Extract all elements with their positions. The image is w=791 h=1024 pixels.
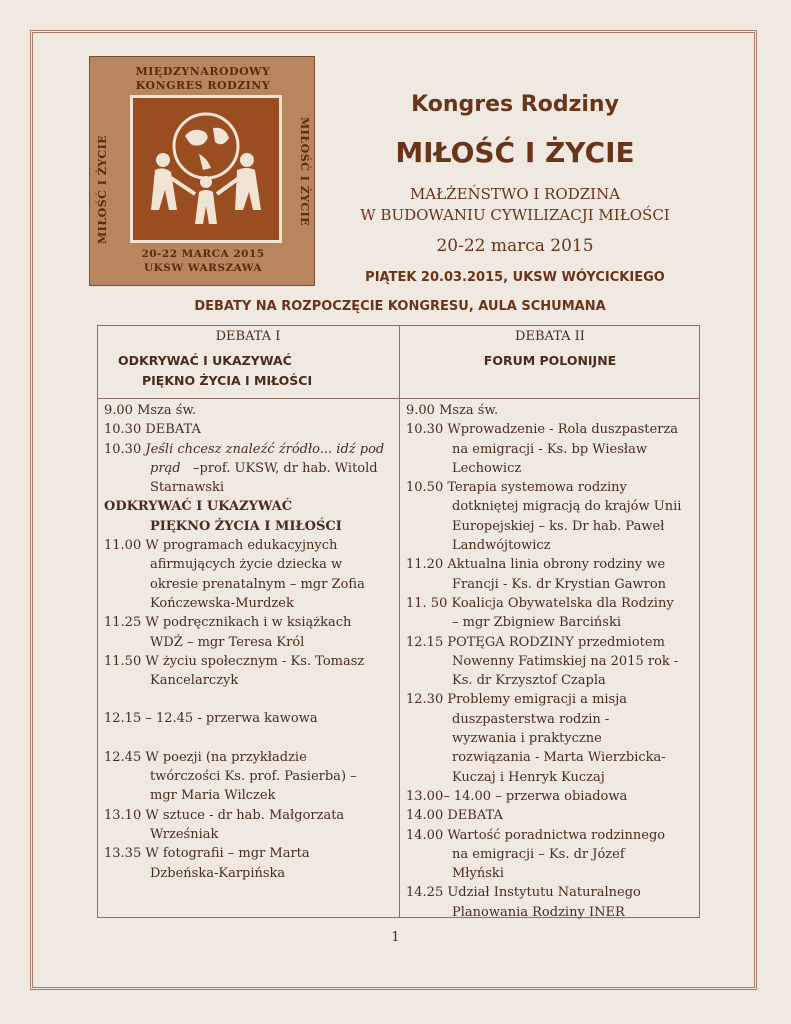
- program-item: 9.00 Msza św.: [104, 403, 197, 418]
- program-item: 13.35 W fotografii – mgr Marta: [104, 846, 310, 862]
- debate-1-program: [104, 401, 394, 883]
- program-item: na emigracji – Ks. dr Józef: [452, 846, 625, 862]
- page-number: 1: [391, 930, 400, 945]
- subtitle-line-2: W BUDOWANIU CYWILIZACJI MIŁOŚCI: [360, 206, 670, 224]
- subtitle-line-1: MAŁŻEŃSTWO I RODZINA: [409, 185, 621, 203]
- program-item: 13.00– 14.00 – przerwa obiadowa: [406, 788, 628, 804]
- program-item: duszpasterstwa rodzin -: [452, 711, 610, 727]
- logo-bottom-text: [90, 247, 315, 275]
- debate-1-title-line-2: PIĘKNO ŻYCIA I MIŁOŚCI: [142, 373, 313, 388]
- program-item: Dzbeńska-Karpińska: [150, 865, 286, 881]
- program-item: Wrześniak: [150, 826, 219, 842]
- program-item: wyzwania i praktyczne: [452, 731, 602, 747]
- program-item: rozwiązania - Marta Wierzbicka-: [452, 750, 666, 766]
- program-table: [97, 325, 700, 918]
- debate-2-label: DEBATA II: [515, 329, 585, 344]
- program-item: 12.30 Problemy emigracji a misja: [406, 692, 627, 708]
- logo-side-right: MIŁOŚĆ I ŻYCIE: [298, 117, 311, 227]
- program-section-title: ODKRYWAĆ I UKAZYWAĆ: [104, 499, 293, 515]
- program-item: 11.20 Aktualna linia obrony rodziny we: [406, 557, 666, 573]
- day-and-place: PIĄTEK 20.03.2015, UKSW WÓYCICKIEGO: [365, 270, 665, 285]
- program-item: Ks. dr Krzysztof Czapla: [452, 673, 606, 689]
- program-item: – mgr Zbigniew Barciński: [452, 615, 621, 631]
- program-time: 10.30: [104, 441, 146, 457]
- program-item: okresie prenatalnym – mgr Zofia: [150, 576, 365, 592]
- program-item: 11.25 W podręcznikach i w książkach: [104, 615, 352, 631]
- logo-bottom-line-1: 20-22 MARCA 2015: [141, 248, 265, 260]
- spacer: [104, 729, 394, 748]
- logo-bottom-line-2: UKSW WARSZAWA: [144, 262, 262, 274]
- debate-1-title: [98, 351, 398, 391]
- spacer: [104, 690, 394, 709]
- program-item: Kancelarczyk: [150, 673, 239, 689]
- program-item: 11.00 W programach edukacyjnych: [104, 538, 338, 554]
- lecture-title-end: prąd: [150, 460, 181, 476]
- program-item: Europejskiej – ks. Dr hab. Paweł: [452, 518, 665, 534]
- table-header-divider: [98, 398, 699, 399]
- debate-1-label: DEBATA I: [215, 329, 281, 344]
- debate-2-program: [406, 401, 696, 922]
- congress-logo: [89, 56, 315, 286]
- program-item: [104, 459, 394, 478]
- program-item: WDŻ – mgr Teresa Król: [150, 634, 305, 650]
- program-item: 12.15 POTĘGA RODZINY przedmiotem: [406, 634, 665, 650]
- program-item: 11. 50 Koalicja Obywatelska dla Rodziny: [406, 595, 674, 611]
- program-item: 14.00 DEBATA: [406, 808, 503, 824]
- program-item: Planowania Rodziny INER: [452, 904, 625, 920]
- program-item: afirmujących życie dziecka w: [150, 557, 343, 573]
- logo-top-line-2: KONGRES RODZINY: [135, 79, 271, 92]
- logo-top-line-1: MIĘDZYNARODOWY: [135, 65, 271, 78]
- congress-heading: Kongres Rodziny: [411, 92, 619, 117]
- program-item: 9.00 Msza św.: [406, 403, 499, 418]
- lecture-title: Jeśli chcesz znaleźć źródło... idź pod: [145, 441, 385, 457]
- program-item: Młyński: [452, 866, 504, 882]
- program-item: 12.15 – 12.45 - przerwa kawowa: [104, 711, 318, 727]
- logo-top-text: [90, 65, 315, 93]
- program-item: na emigracji - Ks. bp Wiesław: [452, 441, 648, 457]
- program-item: 10.30 DEBATA: [104, 422, 201, 438]
- table-column-divider: [399, 326, 400, 917]
- program-item: Landwójtowicz: [452, 538, 551, 554]
- logo-side-left: MIŁOŚĆ I ŻYCIE: [96, 134, 109, 244]
- program-item: dotkniętej migracją do krajów Unii: [452, 499, 682, 515]
- debate-2-header: [400, 328, 700, 371]
- congress-date: 20-22 marca 2015: [436, 236, 594, 256]
- program-item: Kuczaj i Henryk Kuczaj: [452, 769, 605, 785]
- program-item: mgr Maria Wilczek: [150, 788, 276, 804]
- program-item: 10.50 Terapia systemowa rodziny: [406, 480, 627, 496]
- program-section-title: PIĘKNO ŻYCIA I MIŁOŚCI: [150, 518, 342, 534]
- debate-2-title: FORUM POLONIJNE: [483, 353, 617, 368]
- program-item: 12.45 W poezji (na przykładzie: [104, 749, 307, 765]
- program-item: 11.50 W życiu społecznym - Ks. Tomasz: [104, 653, 365, 669]
- logo-family-emblem: [130, 95, 282, 243]
- debate-1-header: [98, 328, 398, 391]
- program-item: Lechowicz: [452, 460, 522, 476]
- program-item: 14.25 Udział Instytutu Naturalnego: [406, 885, 641, 901]
- lecturer: –prof. UKSW, dr hab. Witold: [193, 460, 378, 476]
- congress-title: MIŁOŚĆ I ŻYCIE: [395, 136, 635, 169]
- program-item: 10.30 Wprowadzenie - Rola duszpasterza: [406, 422, 679, 438]
- program-item: Francji - Ks. dr Krystian Gawron: [452, 576, 667, 592]
- debates-heading: DEBATY NA ROZPOCZĘCIE KONGRESU, AULA SCHUMANA: [194, 299, 606, 314]
- program-item: [104, 440, 394, 459]
- program-item: Nowenny Fatimskiej na 2015 rok -: [452, 653, 679, 669]
- program-item: 13.10 W sztuce - dr hab. Małgorzata: [104, 807, 345, 823]
- program-item: Kończewska-Murdzek: [150, 595, 294, 611]
- program-item: 14.00 Wartość poradnictwa rodzinnego: [406, 827, 666, 843]
- family-globe-icon: [133, 98, 279, 240]
- debate-1-title-line-1: ODKRYWAĆ I UKAZYWAĆ: [118, 353, 292, 368]
- program-item: Starnawski: [150, 480, 225, 496]
- program-item: twórczości Ks. prof. Pasierba) –: [150, 769, 357, 785]
